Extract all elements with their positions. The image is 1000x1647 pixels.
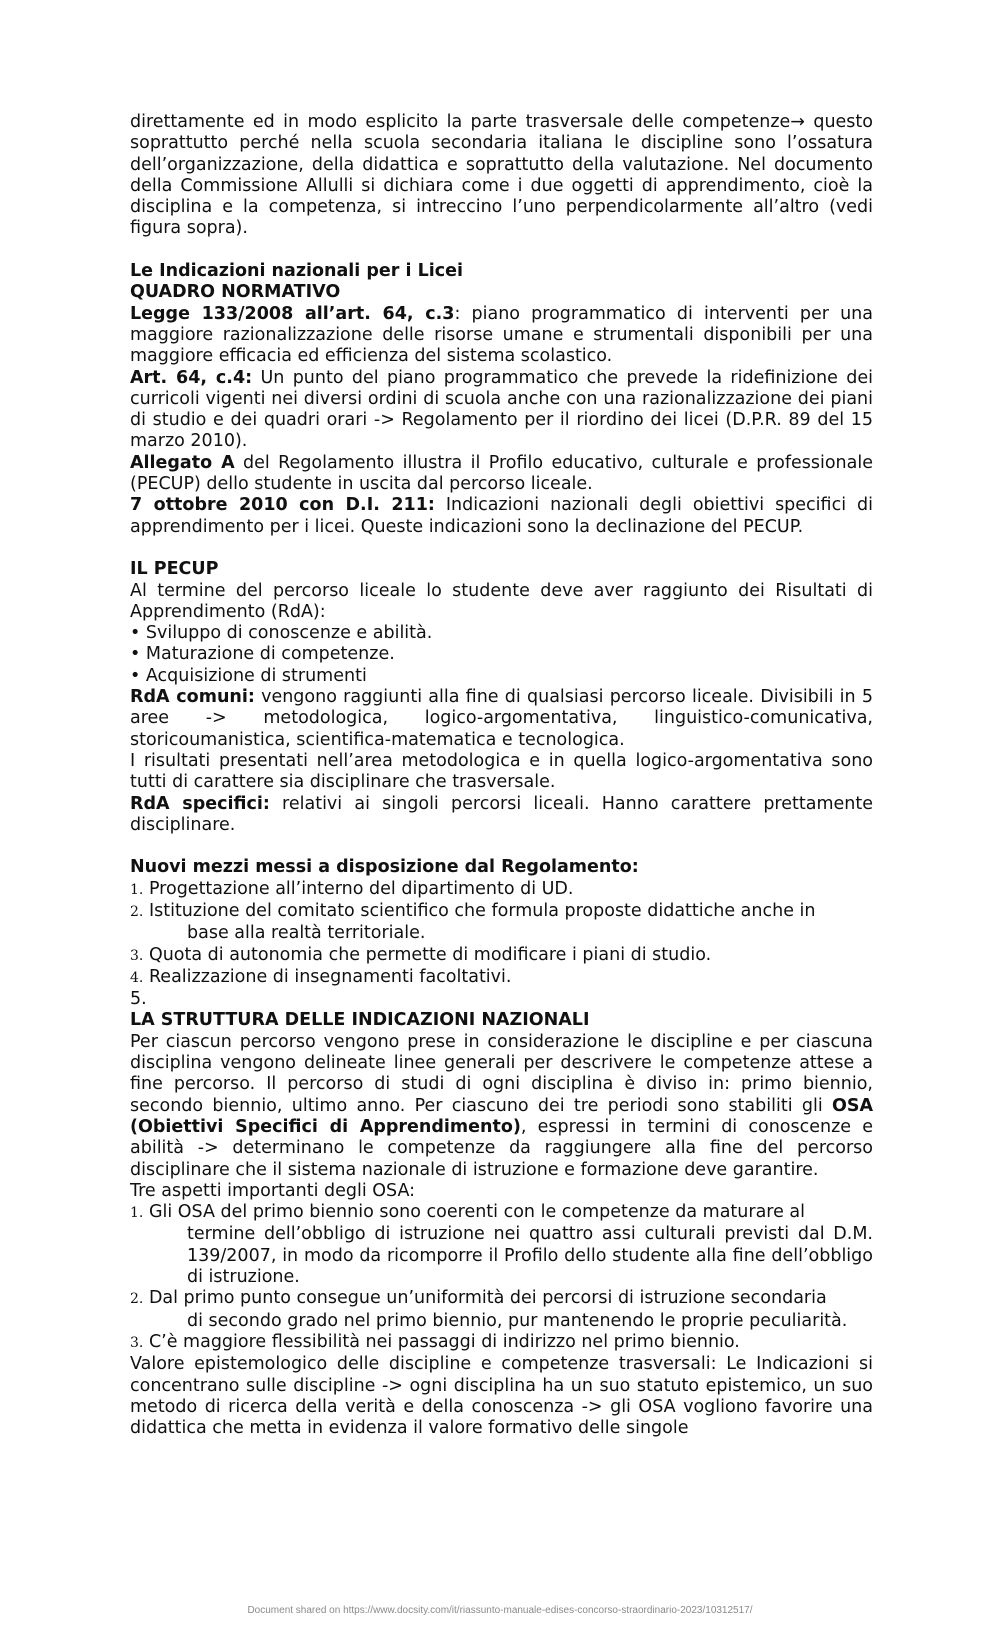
legge-label: Legge 133/2008 all’art. 64, c.3 <box>130 303 455 324</box>
list-text: Realizzazione di insegnamenti facoltativi. <box>148 966 512 987</box>
list-number: 2. <box>130 903 144 920</box>
list-item <box>130 945 873 967</box>
heading-struttura-text: LA STRUTTURA DELLE INDICAZIONI NAZIONALI <box>130 1010 590 1031</box>
paragraph-struttura <box>130 1032 873 1181</box>
paragraph-valore: Valore epistemologico delle discipline e competenze trasversali: Le Indicazioni si concentrano sulle discipline -> ogni disciplina ha un suo statuto epistemico, un suo metodo di ricerca della verità e della conoscenza -> gli OSA vogliono favorire una didattica che metta in evidenza il valore formativo delle singole <box>130 1354 873 1439</box>
art-label: Art. 64, c.4: <box>130 367 253 388</box>
art-text: Un punto del piano programmatico che prevede la ridefinizione dei curricoli vigenti nei diversi ordini di scuola anche con una razionalizzazione dei piani di studio e dei quadri orari -> Regolamento per il riordino dei licei (D.P.R. 89 del 15 marzo 2010). <box>130 367 873 452</box>
legge-text: : piano programmatico di interventi per una maggiore razionalizzazione delle risorse umane e strumentali disponibili per una maggiore efficacia ed efficienza del sistema scolastico. <box>130 303 874 367</box>
allegato-text: del Regolamento illustra il Profilo educativo, culturale e professionale (PECUP) dello studente in uscita dal percorso liceale. <box>130 452 873 495</box>
paragraph-allegato <box>130 453 873 496</box>
heading-quadro-text: QUADRO NORMATIVO <box>130 282 341 303</box>
list-number: 1. <box>130 881 144 898</box>
rda-comuni-text: vengono raggiunti alla fine di qualsiasi percorso liceale. Divisibili in 5 aree -> metodologica, logico-argomentativa, linguistico-comunicativa, storicoumanistica, scientifica-matematica e tecnologica. <box>130 687 873 750</box>
rda-comuni-label: RdA comuni: <box>130 687 255 708</box>
struttura-text-b: , espressi in termini di conoscenze e abilità -> determinano le competenze da raggiungere alla fine del percorso disciplinare che il sistema nazionale di istruzione e formazione deve garantire. <box>130 1116 874 1180</box>
paragraph-rda-specifici <box>130 794 873 837</box>
list-number: 4. <box>130 969 144 986</box>
document-body <box>130 112 873 1439</box>
list-item <box>130 879 873 901</box>
list-item-empty: 5. <box>130 989 147 1010</box>
heading-quadro <box>130 282 873 303</box>
heading-indicazioni-text: Le Indicazioni nazionali per i Licei <box>130 261 463 282</box>
list-text: C’è maggiore flessibilità nei passaggi di indirizzo nel primo biennio. <box>148 1331 740 1352</box>
rda-specifici-label: RdA specifici: <box>130 793 270 814</box>
paragraph-intro: direttamente ed in modo esplicito la parte trasversale delle competenze→ questo soprattutto perché nella scuola secondaria italiana le discipline sono l’ossatura dell’organizzazione, della didattica e soprattutto della valutazione. Nel documento della Commissione Allulli si dichiara come i due oggetti di apprendimento, cioè la disciplina e la competenza, si intreccino l’uno perpendicolarmente all’altro (vedi figura sopra). <box>130 112 873 239</box>
heading-mezzi <box>130 857 873 878</box>
list-item <box>130 901 873 945</box>
paragraph-ottobre <box>130 495 873 538</box>
list-text: Quota di autonomia che permette di modificare i piani di studio. <box>148 944 712 965</box>
paragraph-tre-aspetti: Tre aspetti importanti degli OSA: <box>130 1180 416 1201</box>
paragraph-art <box>130 368 873 453</box>
ottobre-label: 7 ottobre 2010 con D.I. 211: <box>130 495 435 516</box>
list-item <box>130 1332 873 1354</box>
struttura-bold: OSA (Obiettivi Specifici di Apprendimento) <box>130 1095 873 1137</box>
heading-indicazioni <box>130 261 873 282</box>
list-text-continued: termine dell’obbligo di istruzione nei quattro assi culturali previsti dal D.M. 139/2007, in modo da ricomporre il Profilo dello studente alla fine dell’obbligo di istruzione. <box>187 1224 873 1288</box>
bullet-item: • Sviluppo di conoscenze e abilità. <box>130 623 433 644</box>
paragraph-legge <box>130 304 873 368</box>
heading-pecup-text: IL PECUP <box>130 559 219 580</box>
heading-struttura <box>130 1010 873 1031</box>
heading-pecup <box>130 559 873 580</box>
list-text: Dal primo punto consegue un’uniformità dei percorsi di istruzione secondaria <box>148 1288 827 1309</box>
list-text: Istituzione del comitato scientifico che formula proposte didattiche anche in <box>148 900 816 921</box>
footer-share-notice: Document shared on https://www.docsity.com/it/riassunto-manuale-edises-concorso-straordinario-2023/10312517/ <box>247 1605 753 1616</box>
ottobre-text: Indicazioni nazionali degli obiettivi specifici di apprendimento per i licei. Queste indicazioni sono la declinazione del PECUP. <box>130 495 873 537</box>
list-item <box>130 1288 873 1332</box>
struttura-text-a: Per ciascun percorso vengono prese in considerazione le discipline e per ciascuna disciplina vengono delineate linee generali per descrivere le competenze attese a fine percorso. Il percorso di studi di ogni disciplina è diviso in: primo biennio, secondo biennio, ultimo anno. Per ciascuno dei tre periodi sono stabiliti gli <box>130 1031 873 1116</box>
rda-specifici-text: relativi ai singoli percorsi liceali. Hanno carattere prettamente disciplinare. <box>130 793 873 835</box>
list-text: Progettazione all’interno del dipartimento di UD. <box>148 878 574 899</box>
list-number: 1. <box>130 1205 144 1222</box>
list-item <box>130 1202 873 1288</box>
bullet-item: • Maturazione di competenze. <box>130 644 395 665</box>
paragraph-risultati: I risultati presentati nell’area metodologica e in quella logico-argomentativa sono tutti di carattere sia disciplinare che trasversale. <box>130 750 873 793</box>
allegato-label: Allegato A <box>130 452 235 473</box>
paragraph-pecup: Al termine del percorso liceale lo studente deve aver raggiunto dei Risultati di Apprendimento (RdA): <box>130 580 873 622</box>
list-text-continued: di secondo grado nel primo biennio, pur mantenendo le proprie peculiarità. <box>187 1310 848 1331</box>
list-text: Gli OSA del primo biennio sono coerenti con le competenze da maturare al <box>148 1202 806 1223</box>
list-number: 2. <box>130 1291 144 1308</box>
list-number: 3. <box>130 1334 144 1351</box>
bullet-item: • Acquisizione di strumenti <box>130 665 367 686</box>
list-number: 3. <box>130 947 144 964</box>
list-item <box>130 967 873 989</box>
paragraph-rda-comuni <box>130 687 873 751</box>
list-text-continued: base alla realtà territoriale. <box>187 923 426 944</box>
heading-mezzi-text: Nuovi mezzi messi a disposizione dal Regolamento: <box>130 857 639 878</box>
